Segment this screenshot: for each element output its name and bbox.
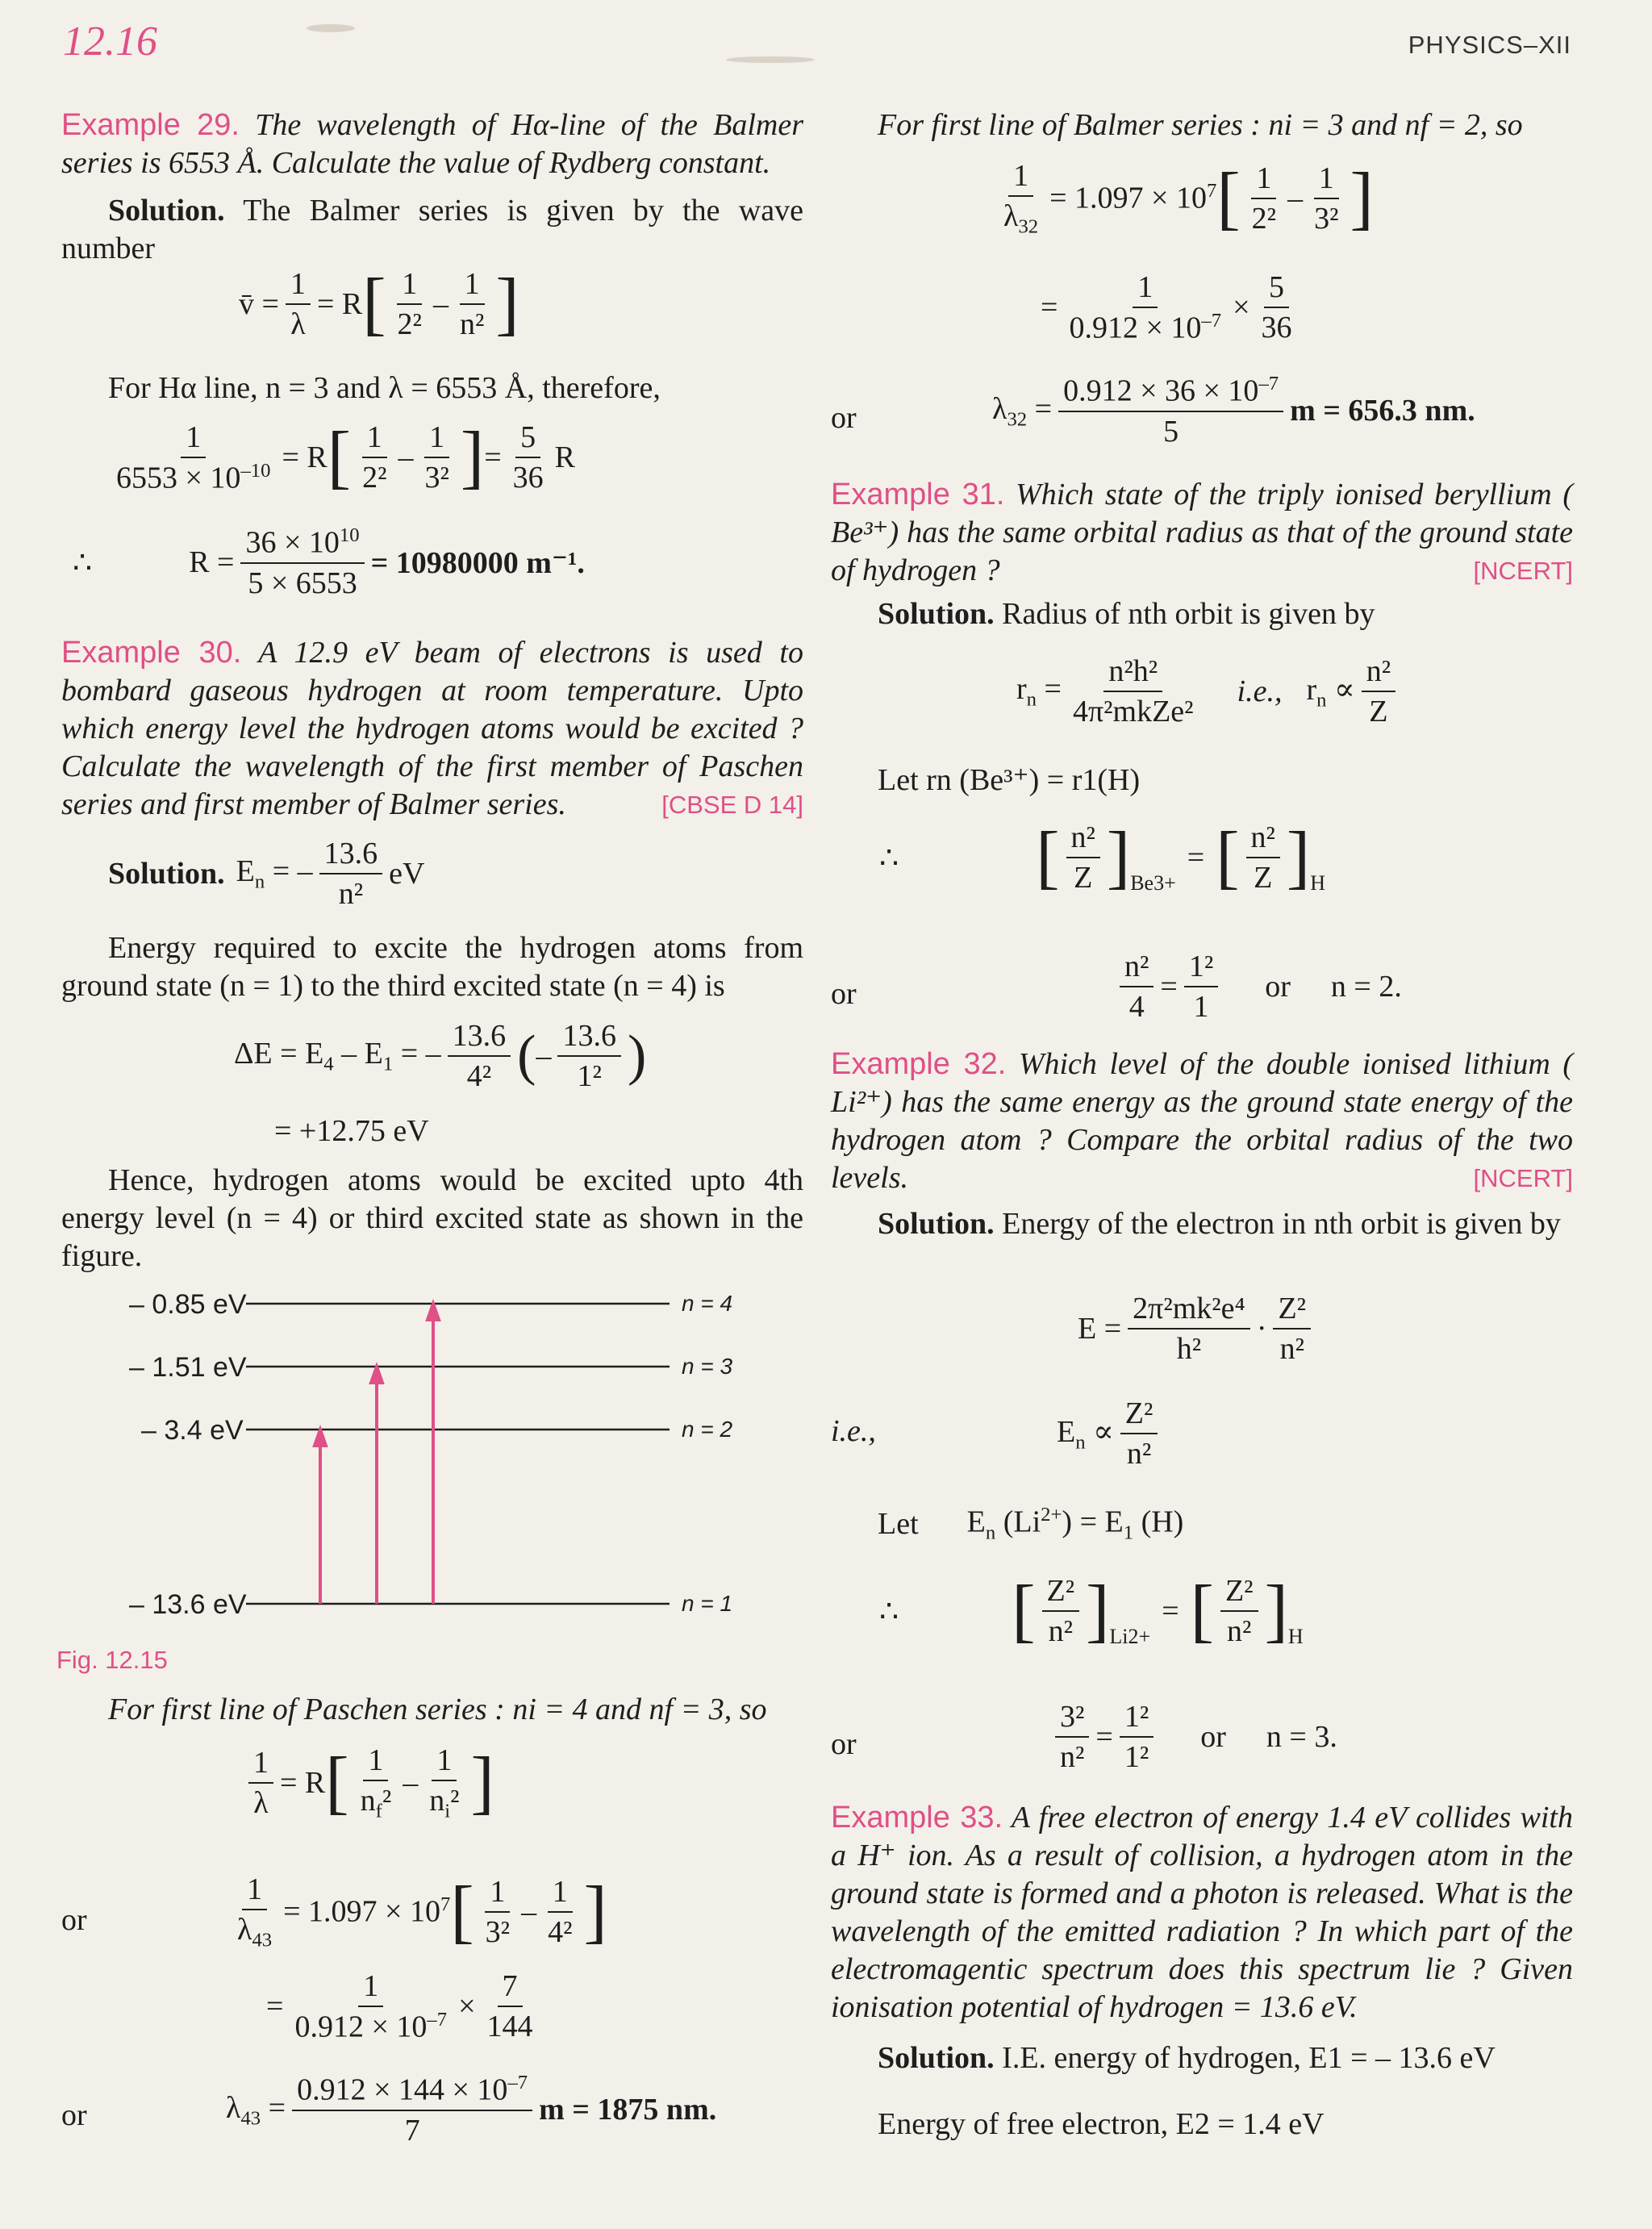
or-label: or: [831, 977, 857, 1011]
radius-equation: $r_n$ = $\frac{\text{n²h²}}{\text{4π²mkZe²}}$ i.e., $r_n$ ∝ $\frac{\text{n²}}{Z}$: [1016, 653, 1402, 729]
ie-label: i.e.,: [831, 1414, 876, 1448]
energy-level-equation: Solution. $E_n$ = – $\frac{13.6}{\text{n²}}$ eV: [108, 837, 425, 911]
radius-result-equation: $\frac{\text{n²}}{4}$ = $\frac{\text{1²}}{1}$ or n = 2.: [1113, 949, 1402, 1025]
example-32-result: n = 3.: [1266, 1720, 1337, 1754]
solution-line-2: Energy of free electron, E2 = 1.4 eV: [878, 2107, 1325, 2141]
lambda-43-equation-2: = $\frac{1}{0.912 \times 10^{-7}}$ × $\frac{7}{144}$: [266, 1969, 533, 2044]
example-31-solution: [831, 595, 1573, 633]
solution-label: Solution.: [878, 1207, 995, 1241]
arrowhead-n3: [371, 1367, 382, 1383]
paschen-formula: $\frac{1}{\lambda}$ = R [ $\frac{1}{n_f^2}$ – $\frac{1}{n_i^2}$ ]: [242, 1743, 494, 1823]
lambda-32-equation-2: = $\frac{1}{0.912 \times 10^{-7}}$ × $\frac{5}{36}$: [1041, 270, 1292, 345]
level-n1-label: n = 1: [682, 1591, 733, 1616]
solution-label: Solution.: [108, 857, 225, 891]
energy-result-equation: $\frac{\text{3²}}{\text{n²}}$ = $\frac{\text{1²}}{\text{1²}}$ or n = 3.: [1049, 1699, 1337, 1775]
solution-label: Solution.: [878, 2041, 995, 2075]
figure-caption: Fig. 12.15: [56, 1646, 168, 1674]
arrowhead-n4: [428, 1304, 439, 1320]
level-energy-n4: – 0.85 eV: [129, 1289, 247, 1320]
example-29-line: For Hα line, n = 3 and λ = 6553 Å, therefore,: [108, 371, 661, 405]
example-29-text: The wavelength of Hα-line of the Balmer series is 6553 Å. Calculate the value of Rydberg constant.: [61, 108, 804, 180]
solution-label: Solution.: [108, 194, 225, 227]
solution-line-1: I.E. energy of hydrogen, E1 = – 13.6 eV: [1002, 2041, 1496, 2075]
level-energy-n2: – 3.4 eV: [141, 1415, 244, 1446]
example-33-question: [831, 1799, 1573, 2027]
energy-proportion: $E_n$ ∝ $\frac{\text{Z²}}{\text{n²}}$: [1057, 1396, 1164, 1471]
example-32-label: Example 32.: [831, 1047, 1007, 1081]
arrowhead-n2: [315, 1430, 326, 1446]
running-header: PHYSICS–XII: [1408, 31, 1571, 59]
wave-number-equation: v̄ = $\frac{1}{\lambda}$ = R [ $\frac{1}{\text{2²}}$ – $\frac{1}{\text{n²}}$ ]: [239, 265, 519, 343]
cbse-tag: [CBSE D 14]: [661, 791, 803, 819]
level-n3-label: n = 3: [682, 1354, 733, 1379]
example-31-result: n = 2.: [1330, 970, 1402, 1004]
or-label: or: [831, 401, 857, 435]
print-smudge: [307, 24, 355, 32]
example-31-text: Which state of the triply ionised beryllium ( Be³⁺) has the same orbital radius as that of the ground state of hydrogen ?: [831, 478, 1573, 587]
example-29-label: Example 29.: [61, 108, 240, 142]
energy-equation: E = $\frac{\text{2π²mk²e⁴}}{\text{h²}}$ · $\frac{\text{Z²}}{\text{n²}}$: [1078, 1291, 1317, 1367]
rydberg-equation-1: $\frac{1}{6553 \times 10^{-10}}$ = R [ $\frac{1}{\text{2²}}$ – $\frac{1}{\text{3²}}$ ] = $\frac{5}{36}$ R: [116, 418, 575, 497]
example-33-label: Example 33.: [831, 1801, 1003, 1835]
lambda-32-equation-3: $\lambda_{32}$ = $\frac{0.912 \times 36 \times 10^{-7}}{5}$ m = 656.3 nm.: [992, 373, 1475, 449]
ncert-tag: [NCERT]: [1473, 557, 1573, 585]
example-30-para-1: Energy required to excite the hydrogen atoms from ground state (n = 1) to the third excited state (n = 4) is: [61, 931, 803, 1003]
print-smudge: [726, 56, 815, 63]
lambda-43-result: m = 1875 nm.: [539, 2093, 717, 2127]
solution-label: Solution.: [878, 597, 995, 631]
delta-e-equation: $\Delta E = E_4 - E_1$ = – $\frac{13.6}{\text{4²}}$ ( – $\frac{13.6}{\text{1²}}$ ): [234, 1019, 647, 1093]
example-32-let: Let $E_n$ $(Li^{2+}) = E_1$ (H): [878, 1504, 1184, 1544]
example-30-text: A 12.9 eV beam of electrons is used to bombard gaseous hydrogen at room temperature. Upto which energy level the hydrogen atoms would be excited ? Calculate the wavelength of the first member of Paschen series and first member of Balmer series.: [61, 636, 803, 821]
solution-text: Radius of nth orbit is given by: [1002, 597, 1375, 631]
rydberg-equation-2: ∴ R = $\frac{36 \times 10^{10}}{5 \times 6553}$ = 10980000 m⁻¹.: [73, 524, 585, 600]
radius-ratio-equation: ∴ [ $\frac{\text{n²}}{Z}$ ] Be3+ = [ $\frac{\text{n²}}{Z}$ ] H: [879, 818, 1326, 896]
example-31-let: Let rn (Be³⁺) = r1(H): [878, 763, 1141, 797]
example-33-text: A free electron of energy 1.4 eV collides with a H⁺ ion. As a result of collision, a hydrogen atom in the ground state is formed and a photon is released. What is the wavelength of the emitted radiation ? In which part of the electromagentic spectrum does this spectrum lie ? Given ionisation potential of hydrogen = 13.6 eV.: [831, 1801, 1573, 2024]
level-energy-n3: – 1.51 eV: [129, 1352, 247, 1383]
level-energy-n1: – 13.6 eV: [129, 1589, 247, 1620]
level-n2-label: n = 2: [682, 1417, 733, 1442]
example-32-question: [831, 1046, 1573, 1197]
or-label: or: [831, 1727, 857, 1761]
energy-level-svg: [113, 1283, 774, 1622]
lambda-32-result: m = 656.3 nm.: [1290, 394, 1475, 428]
example-32-solution: [831, 1205, 1573, 1243]
or-label: or: [61, 1903, 87, 1937]
example-32-text: Which level of the double ionised lithium ( Li²⁺) has the same energy as the ground state energy of the hydrogen atom ? Compare the orbital radius of the two levels.: [831, 1047, 1574, 1195]
example-31-label: Example 31.: [831, 478, 1005, 511]
example-33-solution: [831, 2039, 1573, 2077]
example-30-question: [61, 634, 803, 824]
lambda-43-equation-3: $\lambda_{43}$ = $\frac{0.912 \times 144 \times 10^{-7}}{7}$ m = 1875 nm.: [226, 2072, 717, 2148]
or-label: or: [61, 2098, 87, 2132]
example-30-para-2: Hence, hydrogen atoms would be excited upto 4th energy level (n = 4) or third excited state as shown in the figure.: [61, 1163, 803, 1273]
example-30-label: Example 30.: [61, 636, 242, 670]
example-29-question: [61, 106, 803, 182]
let-label: Let: [878, 1507, 919, 1542]
energy-level-diagram: [113, 1283, 774, 1622]
energy-ratio-equation: ∴ [ $\frac{\text{Z²}}{\text{n²}}$ ] Li2+ = [ $\frac{\text{Z²}}{\text{n²}}$ ] H: [879, 1572, 1304, 1650]
lambda-43-equation-1: $\frac{1}{\lambda_{43}}$ = $1.097 \times 10^7$ [ $\frac{1}{\text{3²}}$ – $\frac{1}{\text{4²}}$ ]: [237, 1872, 607, 1951]
lambda-32-equation-1: $\frac{1}{\lambda_{32}}$ = $1.097 \times 10^7$ [ $\frac{1}{\text{2²}}$ – $\frac{1}{\text{3²}}$ ]: [1003, 158, 1374, 238]
solution-text: The Balmer series is given by the wave number: [61, 194, 803, 265]
delta-e-result: = +12.75 eV: [274, 1114, 429, 1148]
rydberg-result: = 10980000 m⁻¹.: [370, 546, 585, 581]
paschen-text: For first line of Paschen series : ni = 4 and nf = 3, so: [108, 1693, 767, 1726]
example-29-solution: [61, 192, 803, 268]
page-number: 12.16: [63, 19, 157, 65]
balmer-text: For first line of Balmer series : ni = 3 and nf = 2, so: [878, 108, 1523, 142]
level-n4-label: n = 4: [682, 1291, 733, 1316]
solution-text: Energy of the electron in nth orbit is given by: [1002, 1207, 1561, 1241]
example-31-question: [831, 476, 1573, 590]
ncert-tag: [NCERT]: [1473, 1164, 1573, 1192]
